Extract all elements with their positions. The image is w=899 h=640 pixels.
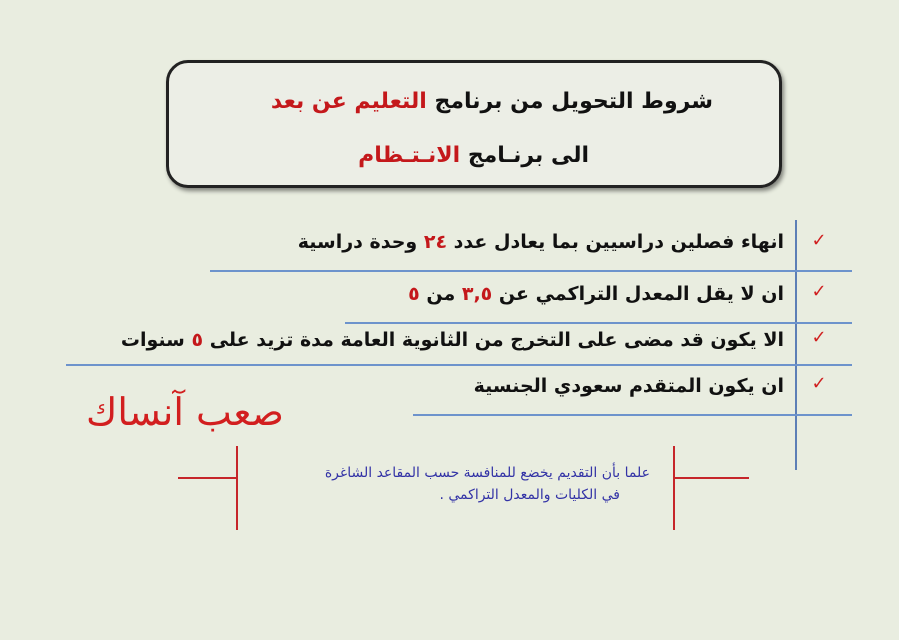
condition-2-number: ٣,٥ [461, 283, 493, 305]
condition-1-text-end: وحدة دراسية [297, 231, 424, 253]
check-icon: ✓ [811, 327, 827, 348]
rule-line-2 [345, 322, 852, 324]
condition-1 [298, 231, 784, 253]
rule-line-1 [210, 270, 852, 272]
condition-1-text: انهاء فصلين دراسيين بما يعادل عدد [447, 231, 784, 253]
check-icon: ✓ [811, 230, 827, 251]
margin-line [795, 220, 797, 470]
title-box [166, 60, 782, 188]
condition-4-text: ان يكون المتقدم سعودي الجنسية [473, 375, 784, 397]
note-line-2: في الكليات والمعدل التراكمي . [439, 487, 620, 503]
title-line-2 [358, 143, 589, 168]
note-bracket-left-vertical [236, 446, 238, 530]
note-bracket-left-horizontal [178, 477, 238, 479]
note-line-1: علما بأن التقديم يخضع للمنافسة حسب المقاعد الشاغرة [324, 465, 650, 481]
title-line-1 [271, 89, 713, 114]
rule-line-3 [66, 364, 852, 366]
condition-3-text: الا يكون قد مضى على التخرج من الثانوية العامة مدة تزيد على [203, 329, 784, 351]
condition-2-text: ان لا يقل المعدل التراكمي عن [492, 283, 784, 305]
condition-2-text-end: من [419, 283, 462, 305]
check-icon: ✓ [811, 281, 827, 302]
condition-4 [474, 375, 784, 397]
check-icon: ✓ [811, 373, 827, 394]
condition-3-number: ٥ [191, 329, 204, 351]
title-line-1-part-2: التعليم عن بعد [270, 89, 427, 114]
rule-line-4 [413, 414, 852, 416]
condition-1-number: ٢٤ [423, 231, 448, 253]
condition-3 [121, 329, 784, 351]
note [250, 462, 650, 506]
author-name: صعب آنساك [86, 390, 284, 434]
condition-2 [408, 283, 784, 305]
title-line-1-part-1: شروط التحويل من برنامج [426, 89, 713, 114]
title-line-2-part-1: الى برنـامج [460, 143, 589, 168]
note-bracket-right-vertical [673, 446, 675, 530]
condition-2-number-2: ٥ [408, 283, 420, 305]
title-line-2-part-2: الانـتـظام [358, 143, 461, 168]
condition-3-text-end: سنوات [120, 329, 192, 351]
note-bracket-right-horizontal [673, 477, 749, 479]
